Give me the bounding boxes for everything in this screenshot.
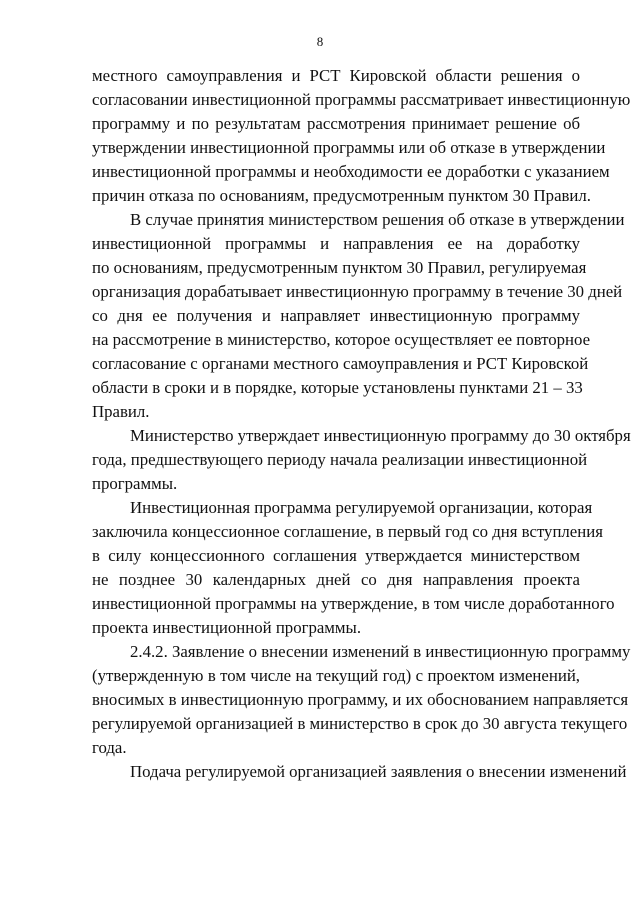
text-line: вносимых в инвестиционную программу, и их обоснованием направляется: [92, 690, 629, 709]
text-line: Правил.: [92, 402, 150, 421]
text-line: Подача регулируемой организацией заявления о внесении изменений: [130, 762, 627, 781]
paragraph: [92, 760, 627, 784]
page-number: 8: [316, 34, 324, 49]
paragraph: [92, 208, 625, 424]
text-line: (утвержденную в том числе на текущий год) с проектом изменений,: [92, 666, 580, 685]
text-line: согласовании инвестиционной программы рассматривает инвестиционную: [92, 90, 631, 109]
text-line: регулируемой организацией в министерство в срок до 30 августа текущего: [92, 714, 628, 733]
text-line: В случае принятия министерством решения об отказе в утверждении: [130, 210, 625, 229]
text-line: заключила концессионное соглашение, в первый год со дня вступления: [92, 522, 603, 541]
paragraph: [92, 64, 631, 208]
text-line: в силу концессионного соглашения утверждается министерством: [92, 546, 580, 565]
text-line: согласование с органами местного самоуправления и РСТ Кировской: [92, 354, 589, 373]
text-line: со дня ее получения и направляет инвестиционную программу: [92, 306, 580, 325]
text-line: по основаниям, предусмотренным пунктом 30 Правил, регулируемая: [92, 258, 587, 277]
text-line: инвестиционной программы и необходимости ее доработки с указанием: [92, 162, 610, 181]
text-line: инвестиционной программы и направления ее на доработку: [92, 234, 580, 253]
document-body: [92, 64, 631, 784]
paragraph: [92, 496, 615, 640]
paragraph: [92, 424, 631, 496]
text-line: программы.: [92, 474, 178, 493]
text-line: на рассмотрение в министерство, которое осуществляет ее повторное: [92, 330, 591, 349]
paragraph: [92, 640, 631, 760]
text-line: инвестиционной программы на утверждение, в том числе доработанного: [92, 594, 615, 613]
text-line: области в сроки и в порядке, которые установлены пунктами 21 – 33: [92, 378, 583, 397]
text-line: Министерство утверждает инвестиционную программу до 30 октября: [130, 426, 631, 445]
text-line: местного самоуправления и РСТ Кировской области решения о: [92, 66, 580, 85]
text-line: причин отказа по основаниям, предусмотренным пунктом 30 Правил.: [92, 186, 591, 205]
text-line: организация дорабатывает инвестиционную программу в течение 30 дней: [92, 282, 623, 301]
text-line: утверждении инвестиционной программы или об отказе в утверждении: [92, 138, 606, 157]
text-line: года.: [92, 738, 127, 757]
text-line: года, предшествующего периоду начала реализации инвестиционной: [92, 450, 588, 469]
text-line: программу и по результатам рассмотрения принимает решение об: [92, 114, 580, 133]
text-line: не позднее 30 календарных дней со дня направления проекта: [92, 570, 580, 589]
text-line: проекта инвестиционной программы.: [92, 618, 362, 637]
text-line: 2.4.2. Заявление о внесении изменений в инвестиционную программу: [130, 642, 631, 661]
text-line: Инвестиционная программа регулируемой организации, которая: [130, 498, 593, 517]
